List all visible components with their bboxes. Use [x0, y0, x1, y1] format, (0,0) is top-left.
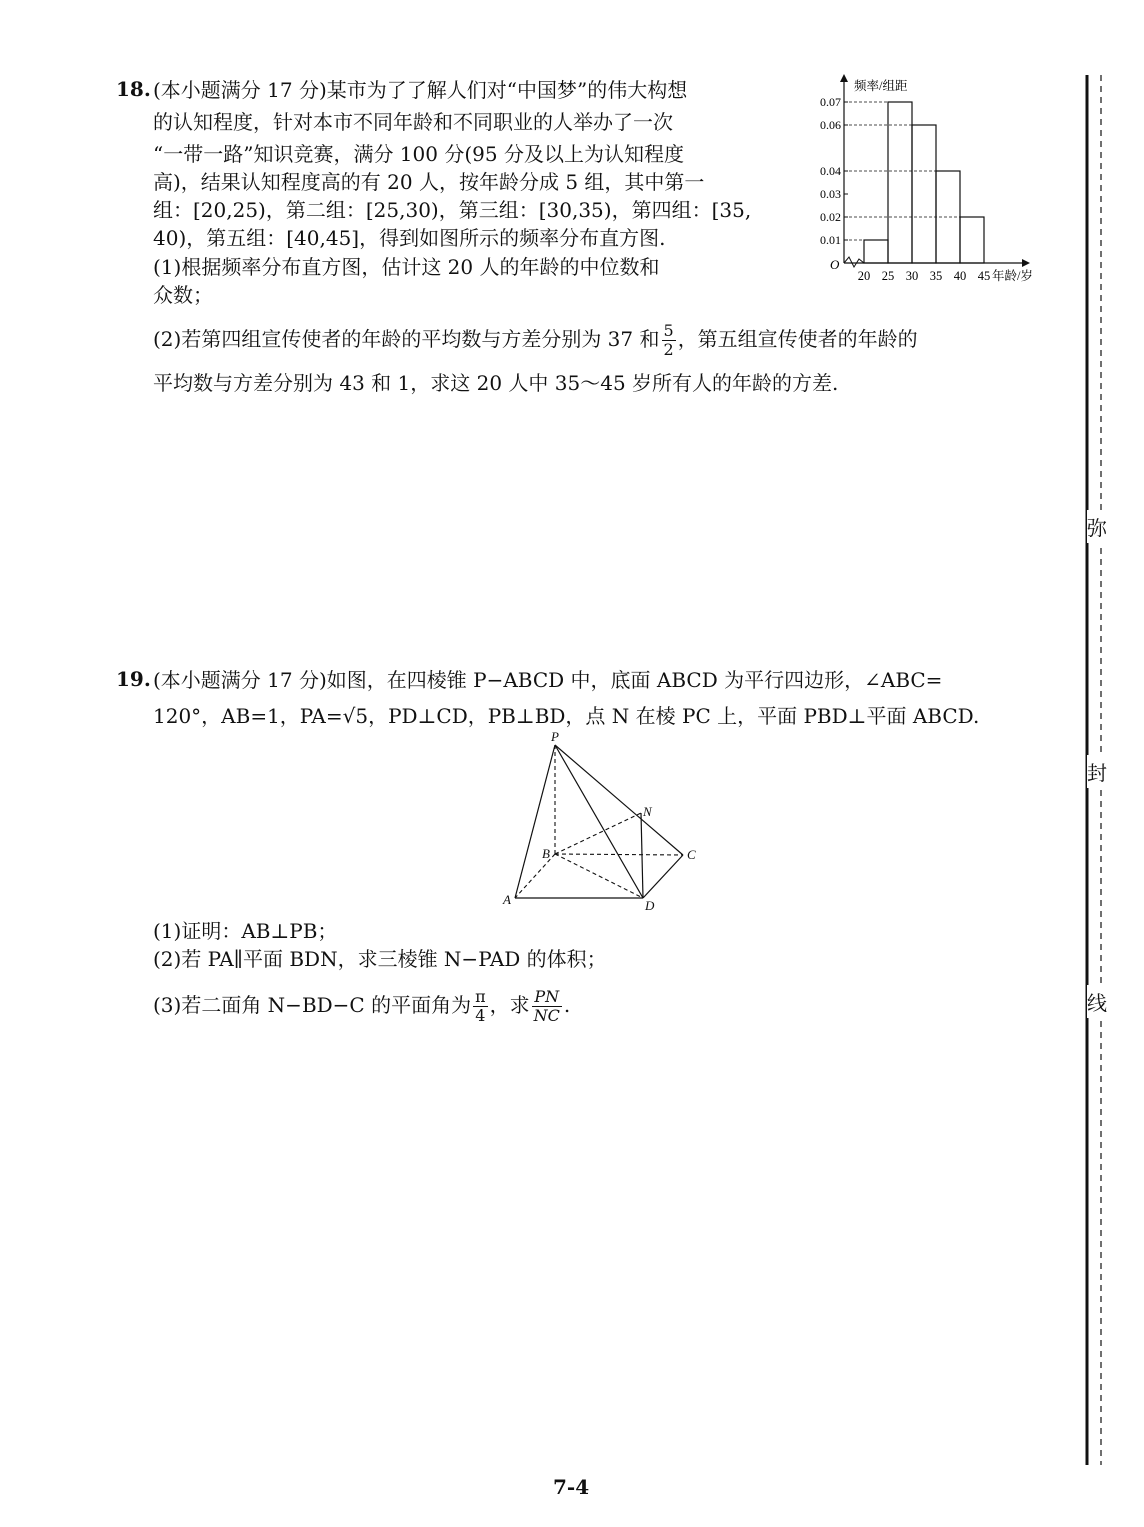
- fraction-numerator: π: [475, 987, 486, 1006]
- q19-part2: (2)若 PA∥平面 BDN，求三棱锥 N−PAD 的体积；: [153, 947, 607, 971]
- y-tick-label: 0.07: [820, 95, 841, 109]
- fraction-denominator: 4: [475, 1006, 486, 1025]
- y-axis-label: 频率/组距: [854, 79, 908, 93]
- x-axis-arrow: [1022, 259, 1030, 267]
- y-tick-label: 0.01: [820, 233, 841, 247]
- vertex-label-P: P: [551, 729, 559, 744]
- fraction: [473, 988, 488, 1025]
- q18-line: 的认知程度，针对本市不同年龄和不同职业的人举办了一次: [153, 110, 673, 134]
- q18-line: (1)根据频率分布直方图，估计这 20 人的年龄的中位数和: [153, 255, 660, 279]
- histogram-bar: [912, 125, 936, 263]
- fraction-numerator: PN: [532, 988, 562, 1007]
- q19-line: 120°，AB=1，PA=√5，PD⊥CD，PB⊥BD，点 N 在棱 PC 上，平面 PBD⊥平面 ABCD.: [153, 704, 980, 728]
- x-axis-label: 年龄/岁: [992, 269, 1033, 283]
- x-tick-label: 20: [857, 269, 871, 283]
- edge-DC: [643, 855, 683, 898]
- question-number: 19.: [116, 667, 151, 691]
- histogram-bar: [960, 217, 984, 263]
- x-tick-label: 35: [929, 269, 943, 283]
- q18-line: 40)，第五组：[40,45]，得到如图所示的频率分布直方图.: [153, 226, 666, 250]
- vertex-label-N: N: [643, 804, 652, 819]
- q19-part3-text: ，求: [489, 993, 530, 1017]
- question-number: 18.: [116, 77, 151, 101]
- origin-label: O: [830, 257, 840, 272]
- x-tick-label: 40: [953, 269, 967, 283]
- q19-part1: (1)证明：AB⊥PB；: [153, 919, 338, 943]
- histogram-chart: [820, 72, 1056, 292]
- q19-part3-text: .: [563, 993, 571, 1017]
- q18-part2-text: ，第五组宣传使者的年龄的: [677, 327, 918, 351]
- histogram-bar: [888, 102, 912, 263]
- fraction-numerator: 5: [663, 321, 674, 340]
- q19-line: (本小题满分 17 分)如图，在四棱锥 P−ABCD 中，底面 ABCD 为平行四边形，∠ABC=: [153, 668, 943, 692]
- y-tick-label: 0.04: [820, 164, 841, 178]
- q19-part3-text: (3)若二面角 N−BD−C 的平面角为: [153, 993, 472, 1017]
- histogram-bar: [864, 240, 888, 263]
- margin-char: 弥: [1087, 510, 1107, 543]
- q18-line: 众数；: [153, 283, 213, 307]
- margin-char: 线: [1087, 985, 1107, 1018]
- q18-part2-text: (2)若第四组宣传使者的年龄的平均数与方差分别为 37 和: [153, 327, 660, 351]
- pyramid-figure: [495, 728, 715, 913]
- edge-PC: [555, 745, 683, 855]
- edge-BC: [555, 854, 683, 855]
- margin-char: 封: [1087, 755, 1107, 788]
- edge-PA: [515, 745, 555, 898]
- x-tick-label: 30: [905, 269, 919, 283]
- axis-break: [844, 257, 864, 267]
- edge-PD: [555, 745, 643, 898]
- q19-part3: [153, 988, 570, 1025]
- y-tick-label: 0.03: [820, 187, 841, 201]
- fraction-denominator: NC: [533, 1006, 560, 1025]
- q18-line: (本小题满分 17 分)某市为了了解人们对“中国梦”的伟大构想: [153, 78, 688, 102]
- vertex-label-B: B: [542, 846, 550, 861]
- x-tick-label: 45: [977, 269, 991, 283]
- y-axis-arrow: [840, 74, 848, 82]
- vertex-label-A: A: [503, 892, 511, 907]
- fraction: [662, 322, 676, 359]
- fraction-denominator: 2: [663, 340, 674, 359]
- y-tick-label: 0.06: [820, 118, 841, 132]
- y-tick-label: 0.02: [820, 210, 841, 224]
- vertex-label-D: D: [645, 898, 655, 913]
- page-number: 7-4: [553, 1475, 590, 1499]
- fraction: [532, 988, 562, 1025]
- q18-line: 高)，结果认知程度高的有 20 人，按年龄分成 5 组，其中第一: [153, 170, 705, 194]
- edge-ND: [641, 813, 643, 898]
- q18-line: “一带一路”知识竞赛，满分 100 分(95 分及以上为认知程度: [153, 142, 684, 166]
- q18-part2: [153, 322, 918, 359]
- q18-line: 组：[20,25)，第二组：[25,30)，第三组：[30,35)，第四组：[35,: [153, 198, 752, 222]
- x-tick-label: 25: [881, 269, 895, 283]
- vertex-label-C: C: [687, 847, 696, 862]
- q18-part2-line2: 平均数与方差分别为 43 和 1，求这 20 人中 35～45 岁所有人的年龄的方差.: [153, 371, 839, 395]
